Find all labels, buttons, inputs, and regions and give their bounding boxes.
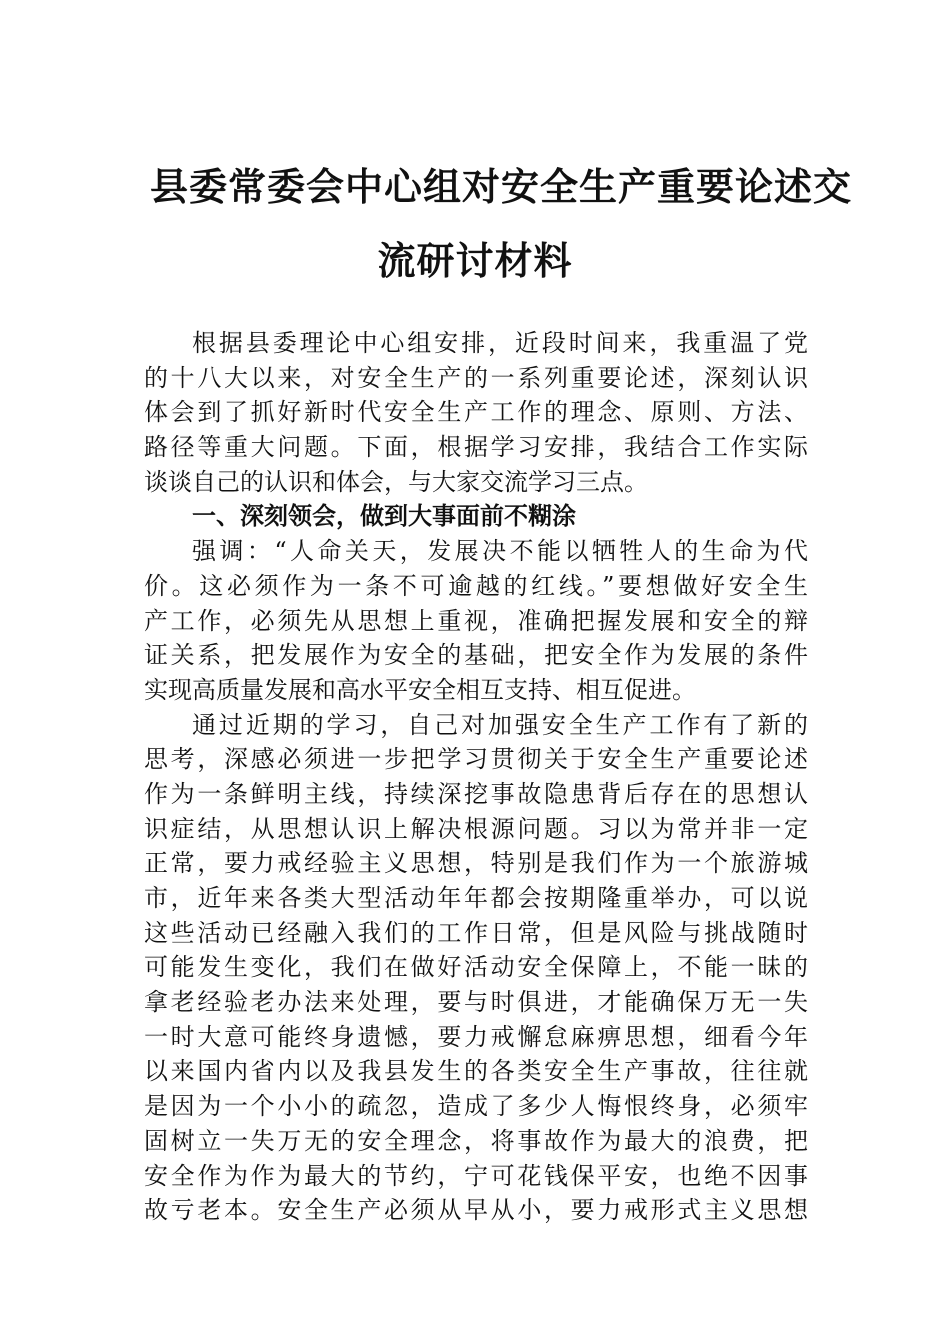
- title-line: 流研讨材料: [377, 238, 573, 283]
- paragraph-line: 证关系，把发展作为安全的基础，把安全作为发展的条件: [144, 641, 808, 670]
- paragraph-line: 市，近年来各类大型活动年年都会按期隆重举办，可以说: [144, 884, 808, 912]
- paragraph-line: 一时大意可能终身遗憾，要力戒懈怠麻痹思想，细看今年: [144, 1022, 808, 1051]
- paragraph-line: 拿老经验老办法来处理，要与时俱进，才能确保万无一失: [144, 988, 808, 1017]
- paragraph-line: 安全作为作为最大的节约，宁可花钱保平安，也绝不因事: [144, 1161, 808, 1190]
- paragraph-line: 根据县委理论中心组安排，近段时间来，我重温了党: [192, 329, 808, 357]
- title-line: 县委常委会中心组对安全生产重要论述交: [150, 164, 853, 209]
- paragraph-line: 以来国内省内以及我县发生的各类安全生产事故，往往就: [144, 1057, 808, 1086]
- paragraph-line: 路径等重大问题。下面，根据学习安排，我结合工作实际: [144, 433, 808, 462]
- paragraph-line: 这些活动已经融入我们的工作日常，但是风险与挑战随时: [144, 918, 808, 947]
- paragraph-line: 是因为一个小小的疏忽，造成了多少人悔恨终身，必须牢: [144, 1092, 808, 1121]
- paragraph-line: 固树立一失万无的安全理念，将事故作为最大的浪费，把: [144, 1126, 808, 1155]
- document-title: [150, 150, 853, 298]
- document-body: [144, 326, 808, 1228]
- section-heading: 一、深刻领会，做到大事面前不糊涂: [192, 502, 576, 531]
- paragraph-line: 强调：“人命关天，发展决不能以牺牲人的生命为代: [192, 537, 808, 566]
- paragraph-line: 识症结，从思想认识上解决根源问题。习以为常并非一定: [144, 814, 808, 843]
- paragraph-line: 实现高质量发展和高水平安全相互支持、相互促进。: [144, 675, 696, 704]
- paragraph-line: 的十八大以来，对安全生产的一系列重要论述，深刻认识: [144, 363, 808, 392]
- paragraph-line: 作为一条鲜明主线，持续深挖事故隐患背后存在的思想认: [144, 779, 808, 808]
- paragraph-line: 价。这必须作为一条不可逾越的红线。”要想做好安全生: [144, 571, 808, 600]
- paragraph-line: 故亏老本。安全生产必须从早从小，要力戒形式主义思想: [144, 1196, 808, 1225]
- paragraph-line: 产工作，必须先从思想上重视，准确把握发展和安全的辩: [144, 606, 808, 635]
- paragraph-line: 体会到了抓好新时代安全生产工作的理念、原则、方法、: [144, 398, 808, 427]
- paragraph-line: 可能发生变化，我们在做好活动安全保障上，不能一昧的: [144, 953, 808, 982]
- paragraph-line: 通过近期的学习，自己对加强安全生产工作有了新的: [192, 710, 808, 739]
- paragraph-line: 思考，深感必须进一步把学习贯彻关于安全生产重要论述: [144, 745, 808, 774]
- paragraph-line: 正常，要力戒经验主义思想，特别是我们作为一个旅游城: [144, 849, 808, 878]
- paragraph-line: 谈谈自己的认识和体会，与大家交流学习三点。: [144, 467, 648, 496]
